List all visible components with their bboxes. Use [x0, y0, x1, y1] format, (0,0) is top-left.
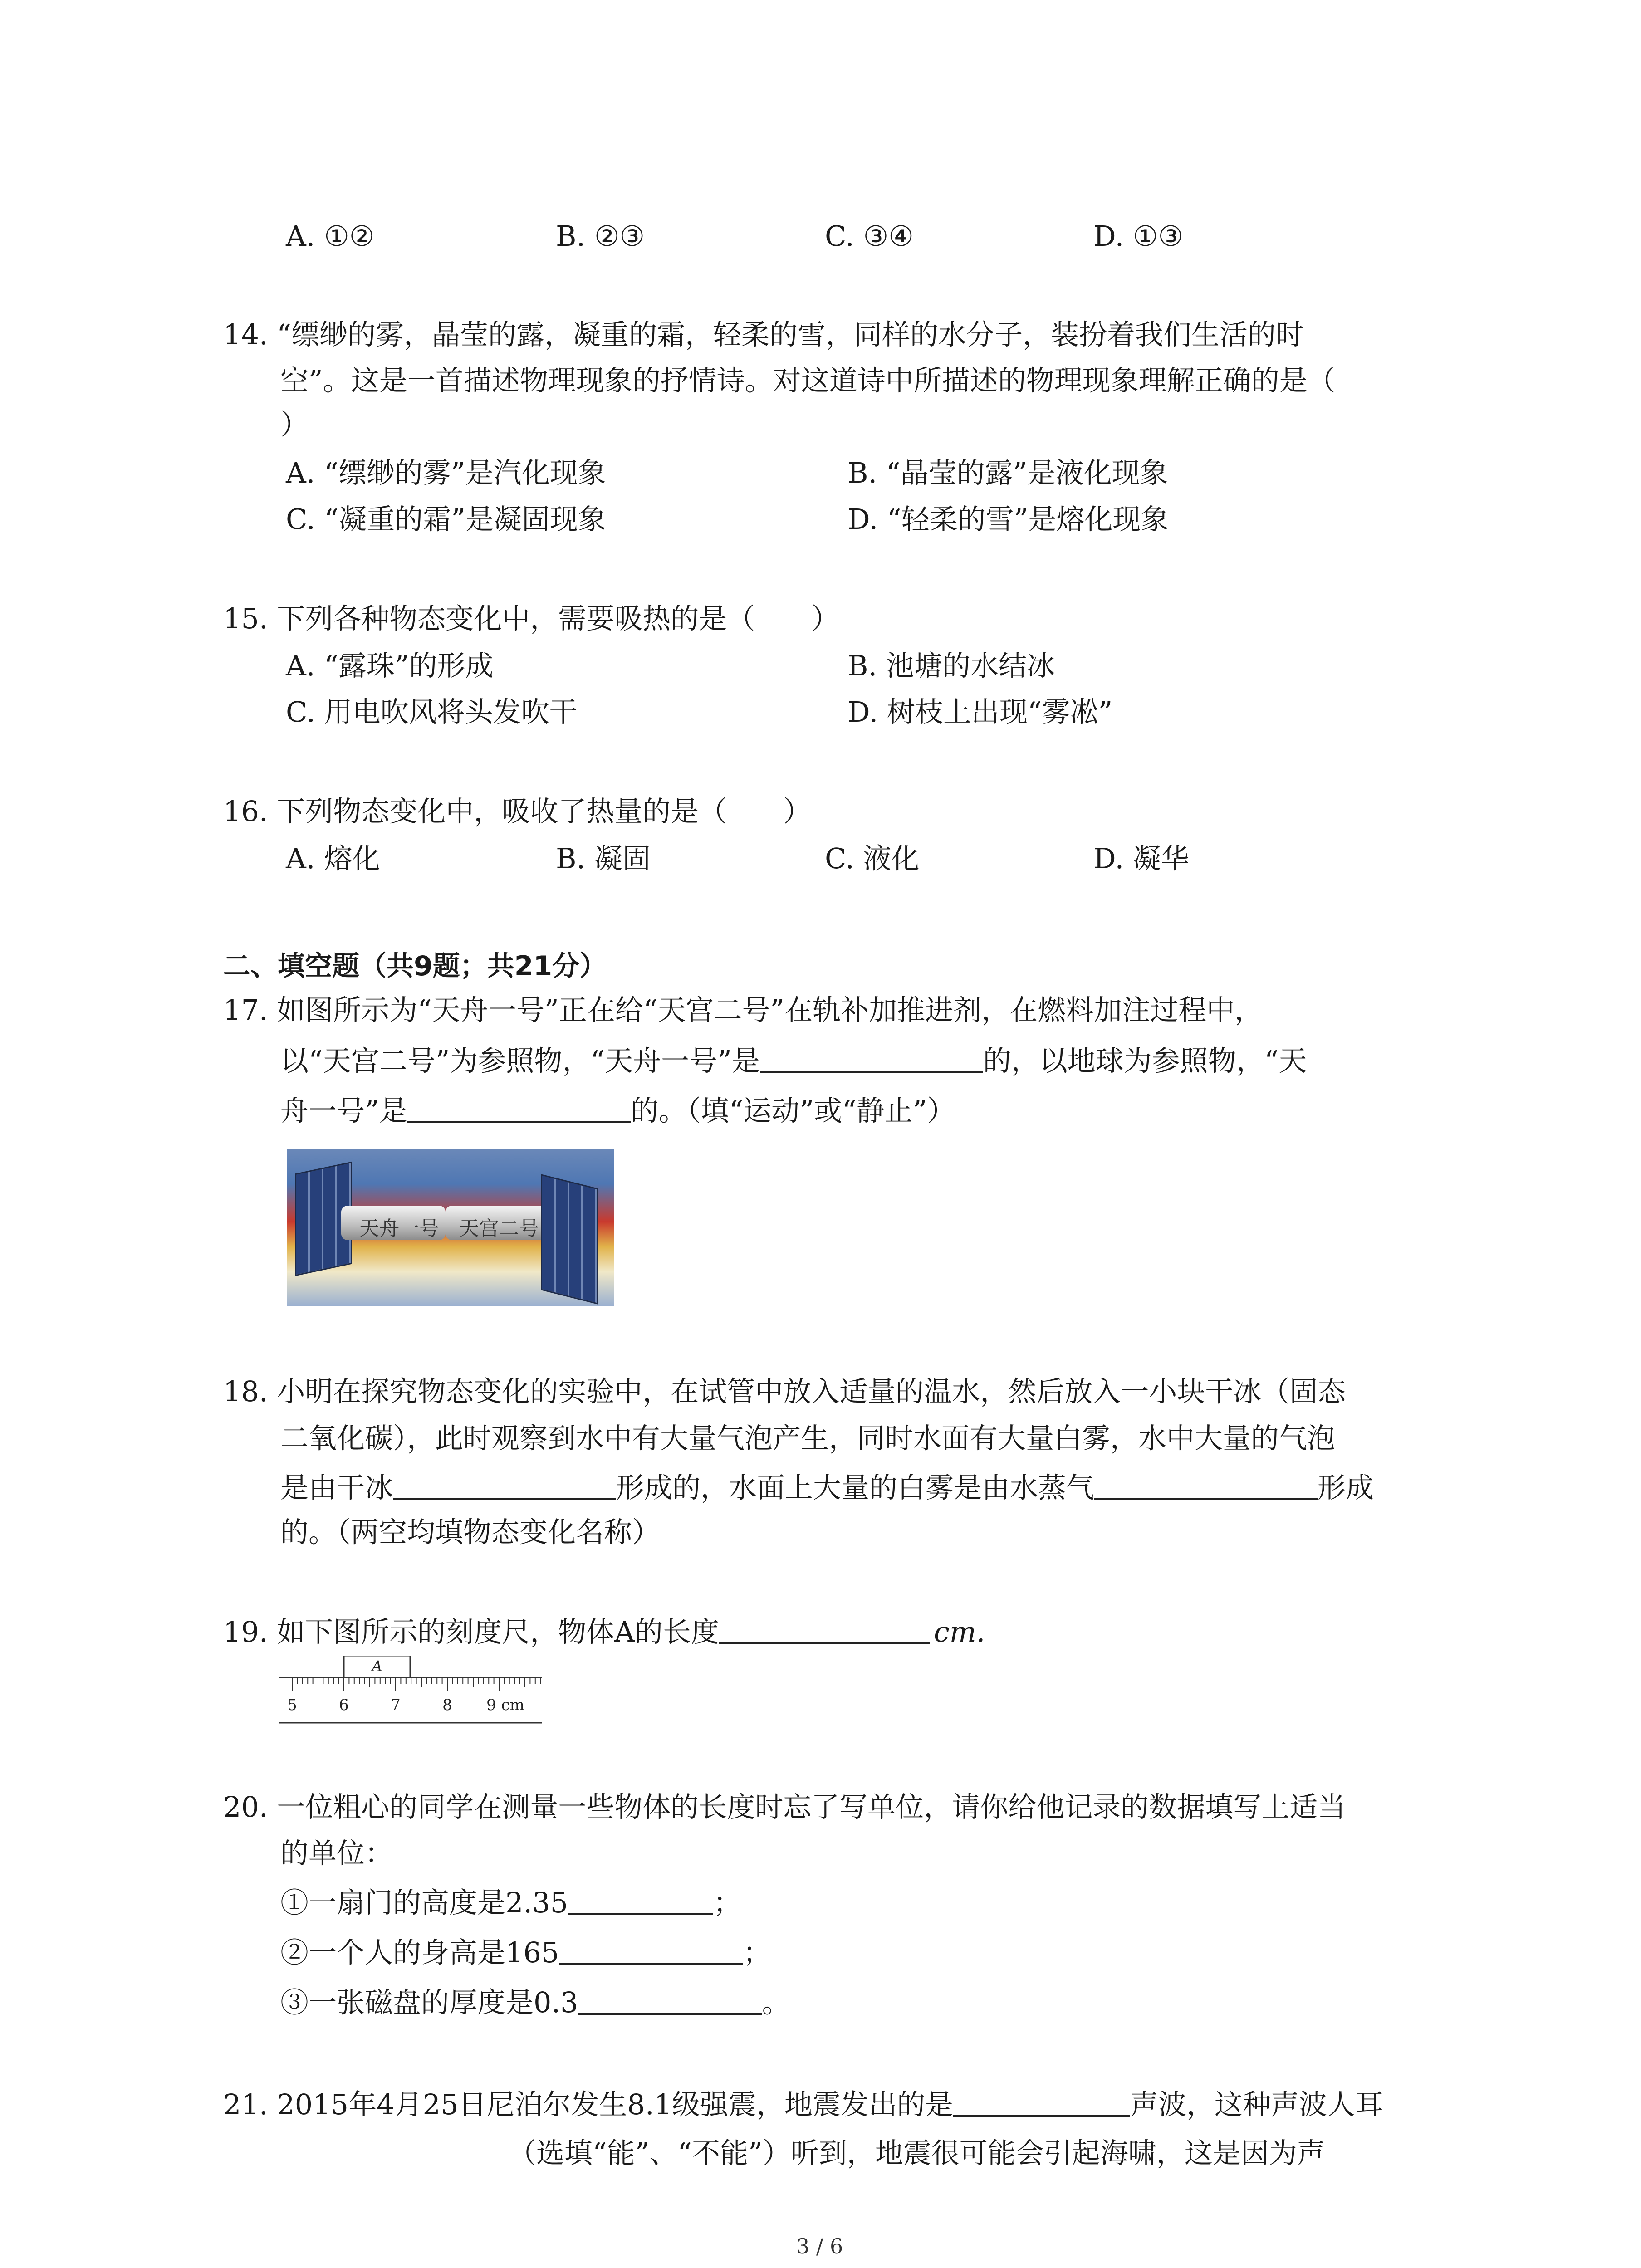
q17-line3-text-b: 的。（填“运动”或“静止”）: [630, 1094, 955, 1127]
q20-line1: 20. 一位粗心的同学在测量一些物体的长度时忘了写单位，请你给他记录的数据填写上适当: [223, 1790, 1346, 1823]
q20-item-3: [280, 1988, 790, 2017]
q18-line3: [280, 1473, 1374, 1502]
q16-option-c: C. 液化: [825, 842, 920, 875]
q18-line2: 二氧化碳），此时观察到水中有大量气泡产生，同时水面有大量白雾，水中大量的气泡: [280, 1422, 1336, 1455]
q18-blank-1[interactable]: [393, 1473, 616, 1500]
q14-option-c: C. “凝重的霜”是凝固现象: [286, 503, 607, 536]
page-number: 3 / 6: [796, 2234, 843, 2258]
q20-blank-1[interactable]: [568, 1888, 713, 1915]
q15-option-b: B. 池塘的水结冰: [847, 649, 1055, 682]
q17-line2-text-b: 的，以地球为参照物，“天: [983, 1044, 1307, 1077]
q21-line2: （选填“能”、“不能”）听到，地震很可能会引起海啸，这是因为声: [508, 2136, 1325, 2170]
q21-blank-1[interactable]: [953, 2090, 1130, 2117]
object-a-label: A: [372, 1657, 382, 1675]
label-tianzhou: 天舟一号: [359, 1217, 439, 1240]
q15-option-d: D. 树枝上出现“雾凇”: [847, 695, 1113, 728]
q14-option-d: D. “轻柔的雪”是熔化现象: [847, 503, 1169, 536]
q19-stem: [223, 1617, 985, 1646]
q18-line1: 18. 小明在探究物态变化的实验中，在试管中放入适量的温水，然后放入一小块干冰（固态: [223, 1375, 1346, 1408]
q18-line3-text-c: 形成: [1318, 1471, 1374, 1504]
q19-unit: cm.: [934, 1615, 985, 1648]
q14-option-b: B. “晶莹的露”是液化现象: [847, 456, 1168, 489]
q13-option-d: D. ①③: [1093, 220, 1184, 253]
q14-stem-line2: 空”。这是一首描述物理现象的抒情诗。对这道诗中所描述的物理现象理解正确的是（: [280, 364, 1336, 397]
q17-blank-1[interactable]: [760, 1046, 983, 1073]
q19-stem-text: 19. 如下图所示的刻度尺，物体A的长度: [223, 1615, 720, 1648]
q20-blank-2[interactable]: [559, 1938, 743, 1965]
q19-blank[interactable]: [719, 1617, 930, 1644]
solar-panel-right: [541, 1174, 598, 1304]
q15-stem: 15. 下列各种物态变化中，需要吸热的是（ ）: [223, 602, 840, 635]
q16-option-d: D. 凝华: [1093, 842, 1189, 875]
q14-stem-line3: ）: [280, 408, 309, 441]
q16-option-b: B. 凝固: [556, 842, 651, 875]
q17-line2-text-a: 以“天宫二号”为参照物，“天舟一号”是: [280, 1044, 760, 1077]
tick-label-9cm: 9 cm: [486, 1696, 524, 1714]
q16-option-a: A. 熔化: [286, 842, 381, 875]
q17-blank-2[interactable]: [407, 1096, 631, 1123]
q18-line3-text-b: 形成的，水面上大量的白雾是由水蒸气: [616, 1471, 1095, 1504]
section-title: 二、填空题（共9题；共21分）: [223, 950, 607, 982]
q20-item-3-text: ③一张磁盘的厚度是0.3: [280, 1986, 578, 2019]
q20-item-2-end: ；: [743, 1936, 771, 1969]
q13-option-b: B. ②③: [556, 220, 645, 253]
q16-stem: 16. 下列物态变化中，吸收了热量的是（ ）: [223, 795, 812, 828]
q20-item-1: [280, 1888, 741, 1917]
q14-option-a: A. “缥缈的雾”是汽化现象: [286, 456, 606, 489]
q20-item-3-end: 。: [762, 1986, 790, 2019]
q18-line3-text-a: 是由干冰: [280, 1471, 393, 1504]
tick-label-7: 7: [391, 1696, 401, 1714]
q18-blank-2[interactable]: [1094, 1473, 1318, 1500]
q21-line1-text-b: 声波，这种声波人耳: [1130, 2088, 1384, 2121]
q20-item-2: [280, 1938, 771, 1967]
label-tiangong: 天宫二号: [459, 1217, 539, 1240]
q20-item-2-text: ②一个人的身高是165: [280, 1936, 559, 1969]
q18-line4: 的。（两空均填物态变化名称）: [280, 1515, 661, 1549]
q20-blank-3[interactable]: [578, 1988, 762, 2015]
q20-item-1-end: ；: [713, 1886, 742, 1919]
q15-option-a: A. “露珠”的形成: [286, 649, 494, 682]
q17-line2: [280, 1046, 1307, 1075]
q14-stem-line1: 14. “缥缈的雾，晶莹的露，凝重的霜，轻柔的雪，同样的水分子，装扮着我们生活的时: [223, 318, 1304, 351]
ruler-figure: [279, 1656, 542, 1724]
q13-option-c: C. ③④: [825, 220, 914, 253]
q21-line1-text-a: 21. 2015年4月25日尼泊尔发生8.1级强震，地震发出的是: [223, 2088, 954, 2121]
q17-line3-text-a: 舟一号”是: [280, 1094, 407, 1127]
q17-line1: 17. 如图所示为“天舟一号”正在给“天宫二号”在轨补加推进剂，在燃料加注过程中，: [223, 993, 1263, 1026]
tick-label-6: 6: [339, 1696, 349, 1714]
q13-option-a: A. ①②: [286, 220, 375, 253]
q17-line3: [280, 1096, 955, 1125]
tick-label-5: 5: [287, 1696, 297, 1714]
q20-line2: 的单位：: [280, 1837, 393, 1870]
spacecraft-docking-photo: [287, 1149, 614, 1306]
tick-label-8: 8: [442, 1696, 452, 1714]
q15-option-c: C. 用电吹风将头发吹干: [286, 695, 578, 728]
q20-item-1-text: ①一扇门的高度是2.35: [280, 1886, 568, 1919]
q21-line1: [223, 2090, 1383, 2119]
